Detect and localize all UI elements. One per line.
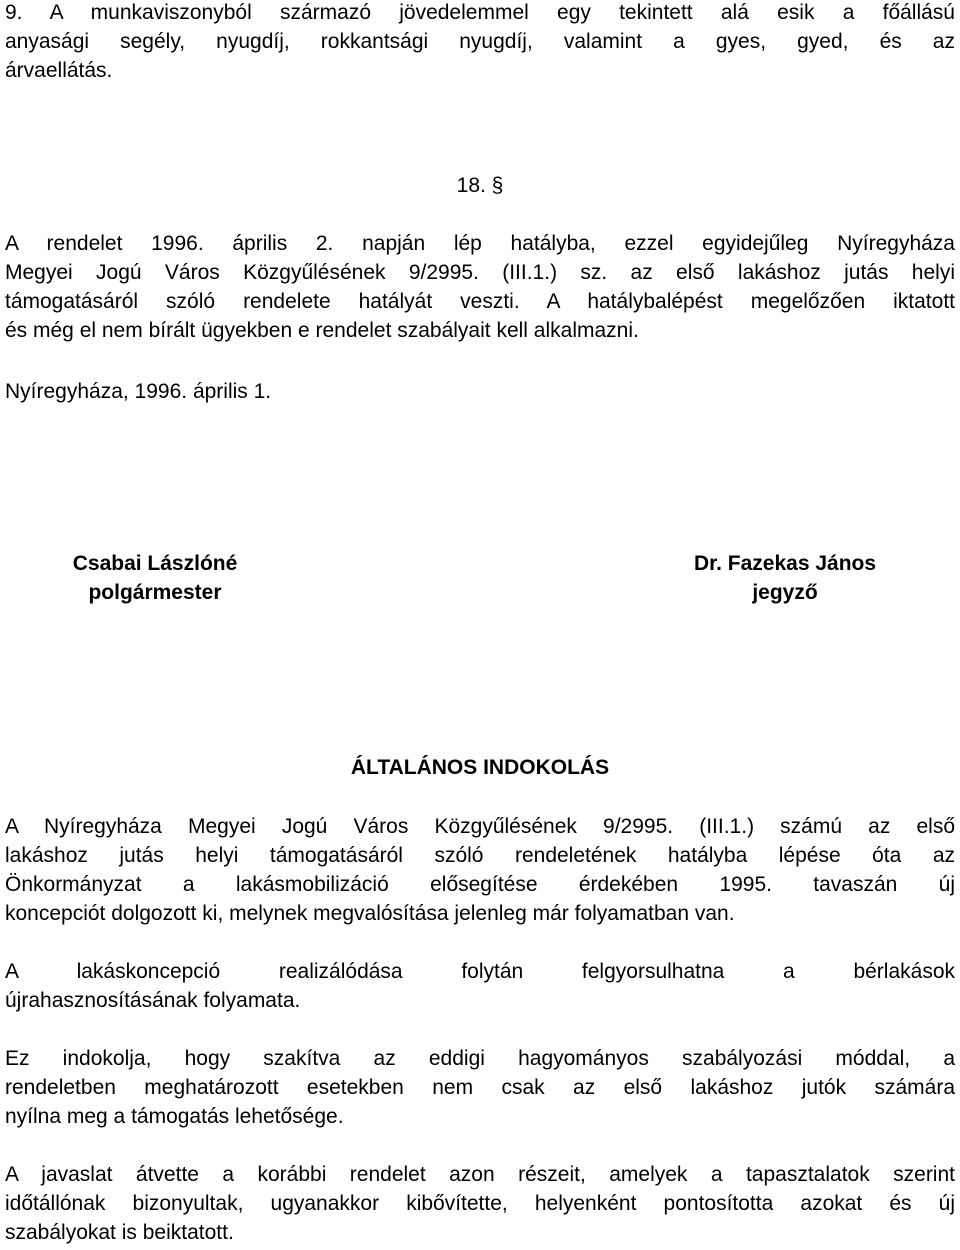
signature-mayor: [5, 549, 305, 607]
text-line: koncepciót dolgozott ki, melynek megvalósítása jelenleg már folyamatban van.: [5, 902, 735, 925]
paragraph: [5, 812, 955, 928]
text-line: és még el nem bírált ügyekben e rendelet szabályait kell alkalmazni.: [5, 319, 639, 342]
place-date: Nyíregyháza, 1996. április 1.: [5, 380, 272, 403]
text-line: 9. A munkaviszonyból származó jövedelemmel egy tekintett alá esik a főállású: [5, 1, 955, 24]
text-line: nyílna meg a támogatás lehetősége.: [5, 1105, 344, 1128]
text-line: A rendelet 1996. április 2. napján lép hatályba, ezzel egyidejűleg Nyíregyháza: [5, 232, 955, 255]
paragraph: [5, 957, 955, 1015]
signatory-title: jegyző: [752, 581, 818, 604]
section-number: 18. §: [456, 174, 504, 197]
signatory-name: Csabai Lászlóné: [72, 552, 238, 575]
text-line: rendeletben meghatározott esetekben nem csak az első lakáshoz jutók számára: [5, 1076, 955, 1099]
section-18-text: [5, 229, 955, 345]
text-line: árvaellátás.: [5, 59, 113, 82]
text-line: Ez indokolja, hogy szakítva az eddigi hagyományos szabályozási móddal, a: [5, 1047, 955, 1070]
text-line: szabályokat is beiktatott.: [5, 1221, 234, 1244]
text-line: lakáshoz jutás helyi támogatásáról szóló rendeletének hatályba lépése óta az: [5, 844, 955, 867]
text-line: támogatásáról szóló rendelete hatályát veszti. A hatálybalépést megelőzően iktatott: [5, 290, 955, 313]
text-line: A lakáskoncepció realizálódása folytán felgyorsulhatna a bérlakások: [5, 960, 955, 983]
text-line: időtállónak bizonyultak, ugyanakkor kibővítette, helyenként pontosította azokat és új: [5, 1192, 955, 1215]
list-item-9: [5, 0, 955, 85]
text-line: A Nyíregyháza Megyei Jogú Város Közgyűlésének 9/2995. (III.1.) számú az első: [5, 815, 955, 838]
text-line: anyasági segély, nyugdíj, rokkantsági nyugdíj, valamint a gyes, gyed, és az: [5, 30, 955, 53]
section-heading: ÁLTALÁNOS INDOKOLÁS: [350, 756, 610, 779]
text-line: Megyei Jogú Város Közgyűlésének 9/2995. (III.1.) sz. az első lakáshoz jutás helyi: [5, 261, 955, 284]
paragraph: [5, 1160, 955, 1247]
signatory-name: Dr. Fazekas János: [693, 552, 877, 575]
paragraph: [5, 1044, 955, 1131]
signatory-title: polgármester: [88, 581, 222, 604]
signature-notary: [635, 549, 935, 607]
text-line: A javaslat átvette a korábbi rendelet azon részeit, amelyek a tapasztalatok szerint: [5, 1163, 955, 1186]
text-line: Önkormányzat a lakásmobilizáció elősegítése érdekében 1995. tavaszán új: [5, 873, 955, 896]
text-line: újrahasznosításának folyamata.: [5, 989, 301, 1012]
